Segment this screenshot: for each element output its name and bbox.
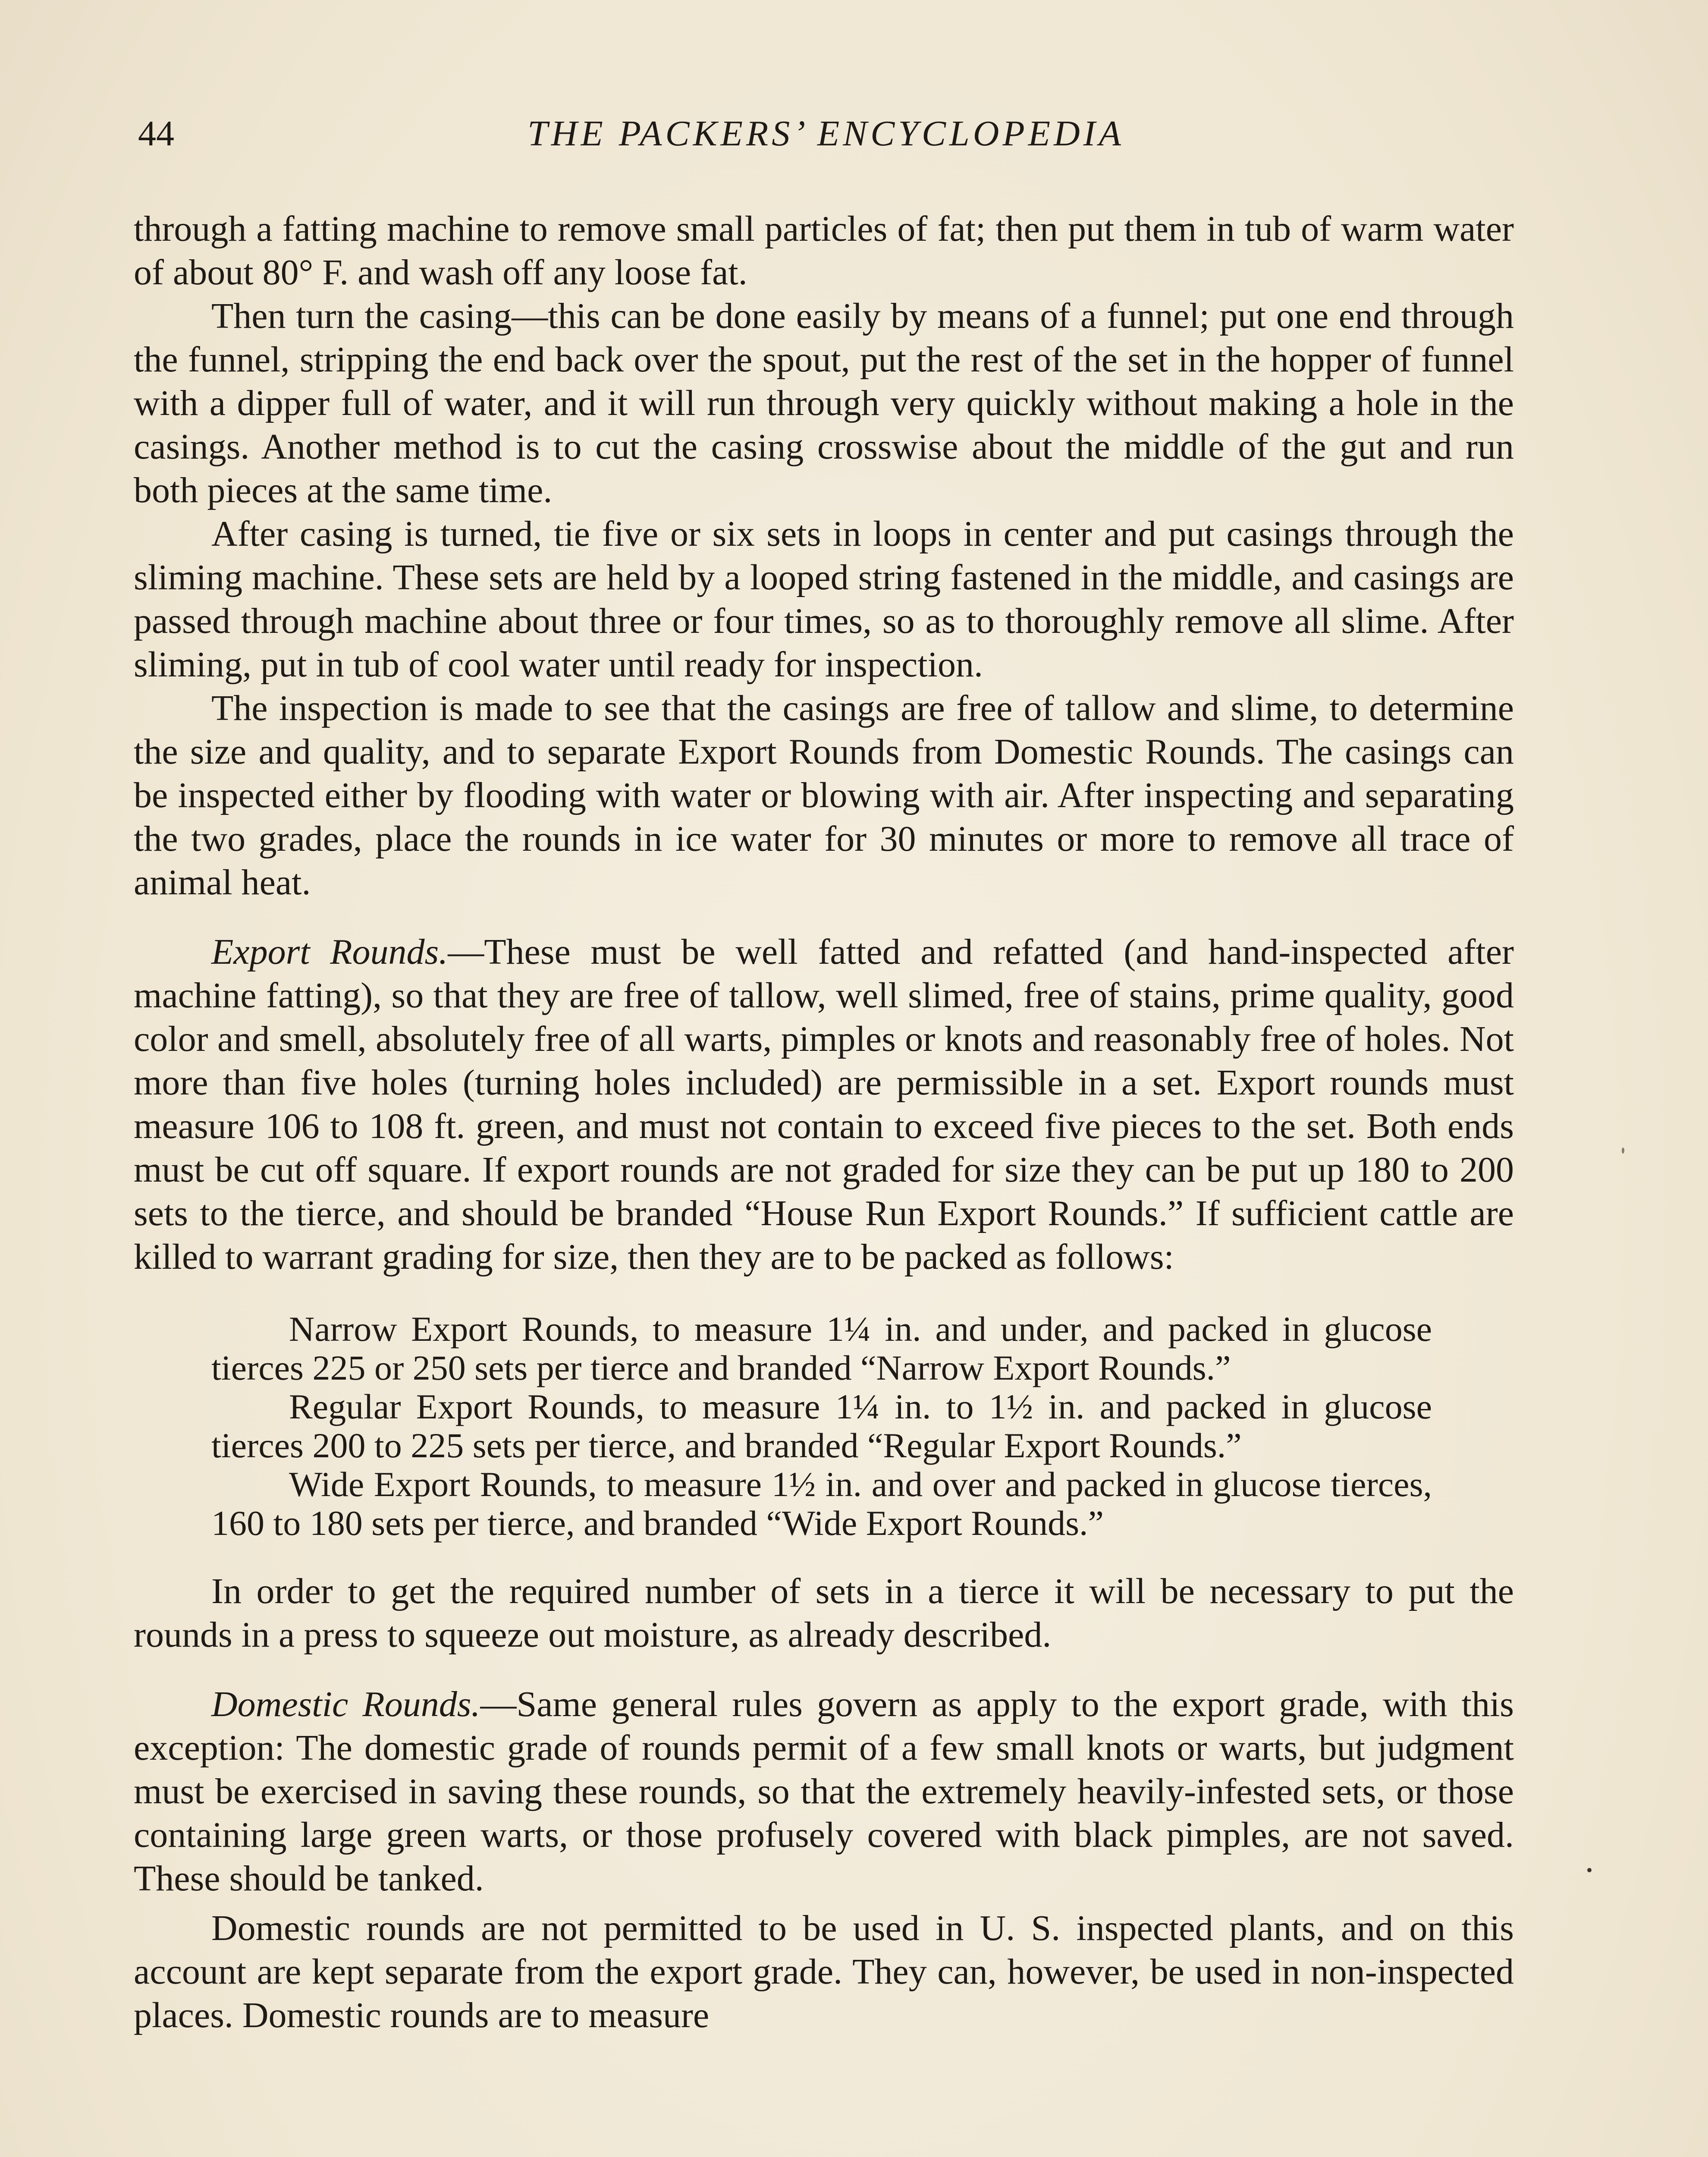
grade-wide: Wide Export Rounds, to measure 1½ in. and over and packed in glucose tierces, 160 to 180 sets per tierce, and branded “Wide Export Rounds.”	[211, 1465, 1432, 1543]
domestic-rounds-heading: Domestic Rounds.	[211, 1684, 480, 1724]
paper-speck	[1587, 1868, 1592, 1872]
grade-narrow: Narrow Export Rounds, to measure 1¼ in. and under, and packed in glucose tierces 225 or 250 sets per tierce and branded “Narrow Export Rounds.”	[211, 1309, 1432, 1387]
export-rounds-text: —These must be well fatted and refatted (and hand-inspected after machine fatting), so that they are free of tallow, well slimed, free of stains, prime quality, good color and smell, absolutely free of all warts, pimples or knots and reasonably free of holes. Not more than five holes (turning holes included) are permissible in a set. Export rounds must measure 106 to 108 ft. green, and must not contain to exceed five pieces to the set. Both ends must be cut off square. If export rounds are not graded for size they can be put up 180 to 200 sets to the tierce, and should be branded “House Run Export Rounds.” If sufficient cattle are killed to warrant grading for size, then they are to be packed as follows:	[134, 932, 1514, 1277]
paragraph-export-rounds	[134, 930, 1514, 1279]
paragraph-turning-casing: Then turn the casing—this can be done easily by means of a funnel; put one end through the funnel, stripping the end back over the spout, put the rest of the set in the hopper of funnel with a dipper full of water, and it will run through very quickly without making a hole in the casings. Another method is to cut the casing crosswise about the middle of the gut and run both pieces at the same time.	[134, 296, 1514, 510]
paragraph-press: In order to get the required number of sets in a tierce it will be necessary to put the rounds in a press to squeeze out moisture, as already described.	[134, 1571, 1514, 1655]
paper-speck	[1622, 1148, 1624, 1154]
paragraph-domestic-rounds	[134, 1682, 1514, 1900]
grade-regular: Regular Export Rounds, to measure 1¼ in. to 1½ in. and packed in glucose tierces 200 to 225 sets per tierce, and branded “Regular Export Rounds.”	[211, 1387, 1432, 1465]
page-header	[138, 108, 1514, 160]
paragraph-domestic-inspection: Domestic rounds are not permitted to be used in U. S. inspected plants, and on this account are kept separate from the export grade. They can, however, be used in non-inspected places. Domestic rounds are to measure	[134, 1908, 1514, 2035]
running-title: THE PACKERS’ ENCYCLOPEDIA	[527, 113, 1124, 154]
page-number: 44	[138, 113, 174, 154]
export-rounds-heading: Export Rounds.	[211, 932, 448, 972]
domestic-rounds-text: —Same general rules govern as apply to the export grade, with this exception: The domestic grade of rounds permit of a few small knots or warts, but judgment must be exercised in saving these rounds, so that the extremely heavily-infested sets, or those containing large green warts, or those profusely covered with black pimples, are not saved. These should be tanked.	[134, 1684, 1514, 1899]
export-grades-list	[211, 1310, 1432, 1543]
paragraph-inspection: The inspection is made to see that the casings are free of tallow and slime, to determine the size and quality, and to separate Export Rounds from Domestic Rounds. The casings can be inspected either by flooding with water or blowing with air. After inspecting and separating the two grades, place the rounds in ice water for 30 minutes or more to remove all trace of animal heat.	[134, 688, 1514, 902]
paragraph-sliming: After casing is turned, tie five or six sets in loops in center and put casings through the sliming machine. These sets are held by a looped string fastened in the middle, and casings are passed through machine about three or four times, so as to thoroughly remove all slime. After sliming, put in tub of cool water until ready for inspection.	[134, 514, 1514, 685]
paragraph-fatting: through a fatting machine to remove small particles of fat; then put them in tub of warm water of about 80° F. and wash off any loose fat.	[134, 209, 1514, 292]
body-text	[134, 207, 1514, 2037]
